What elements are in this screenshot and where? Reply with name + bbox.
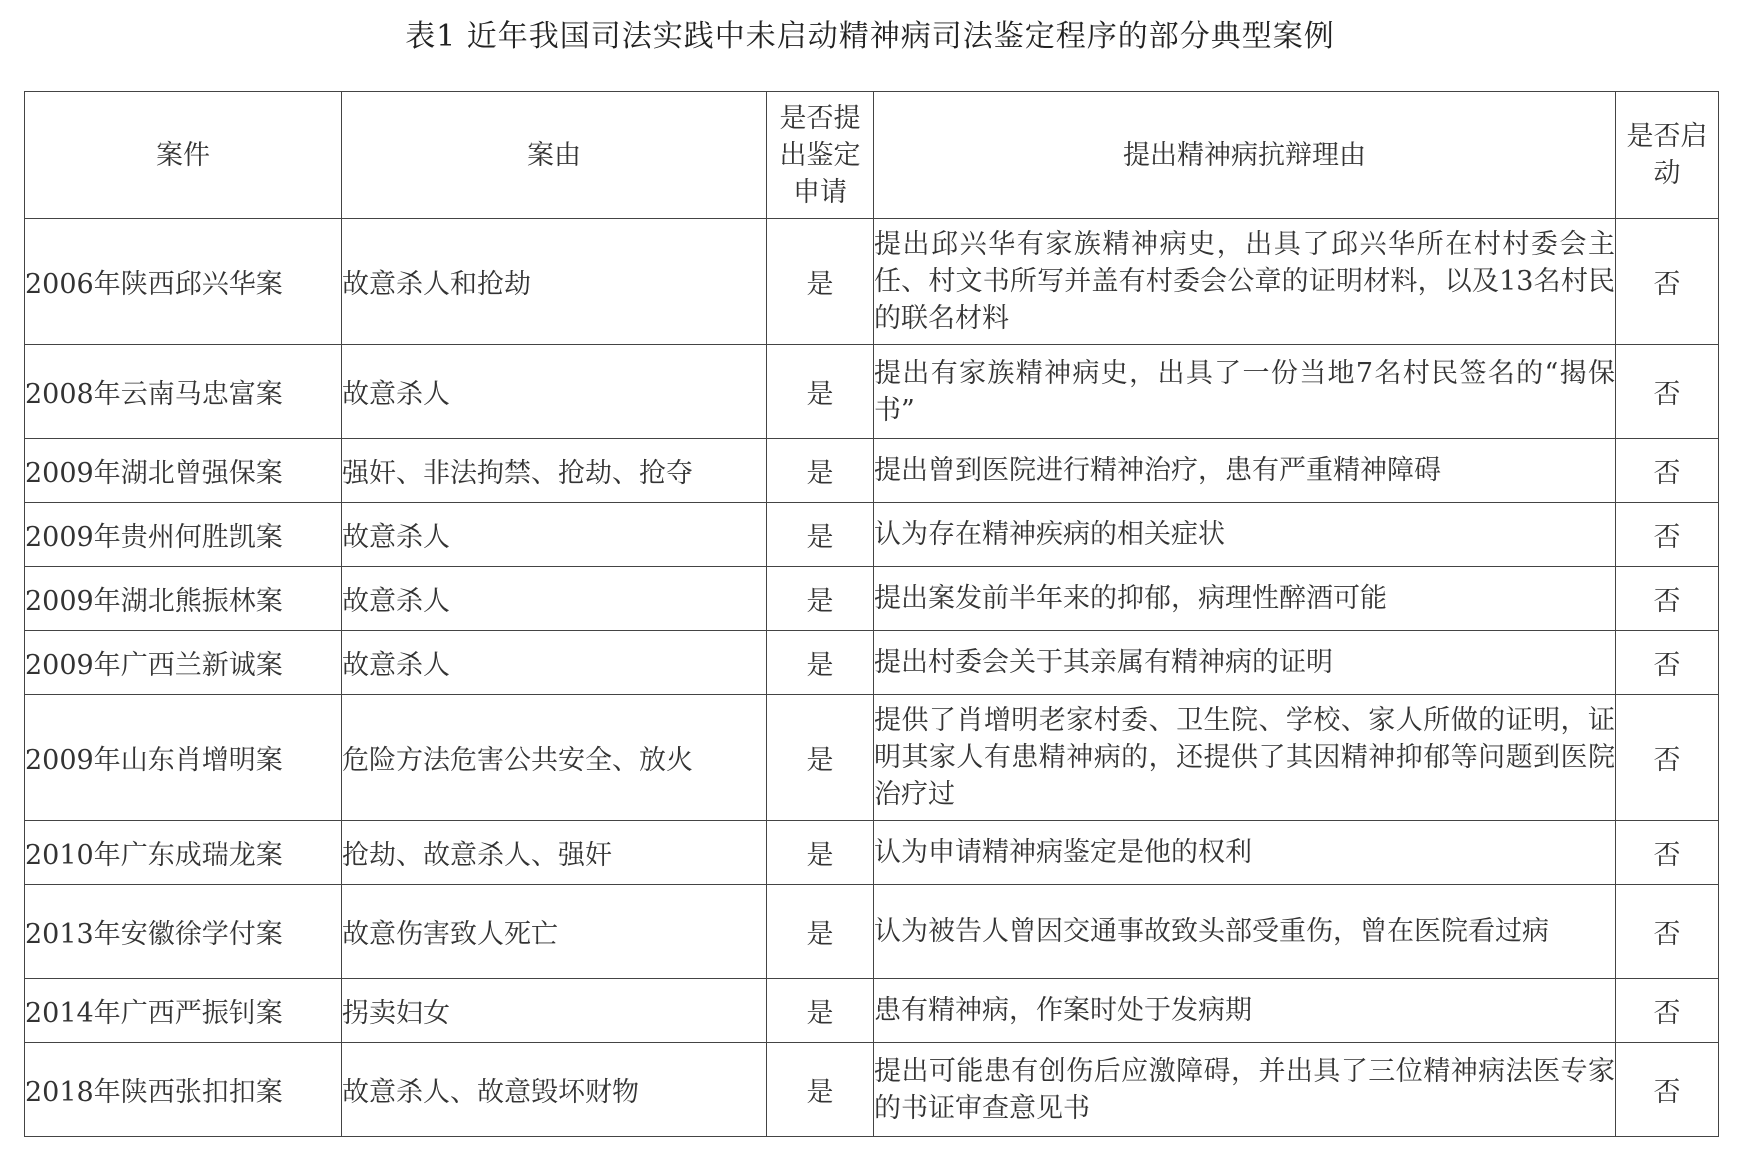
cell-started: 否 [1616,219,1719,345]
cell-reason: 提出有家族精神病史，出具了一份当地7名村民签名的“揭保书” [874,345,1616,439]
table-row [25,1043,1719,1137]
header-case: 案件 [25,92,342,219]
cell-started: 否 [1616,503,1719,567]
cell-case: 2013年安徽徐学付案 [25,885,342,979]
cell-reason: 提出曾到医院进行精神治疗，患有严重精神障碍 [874,439,1616,503]
cell-reason: 患有精神病，作案时处于发病期 [874,979,1616,1043]
header-started: 是否启动 [1616,92,1719,219]
cell-case: 2018年陕西张扣扣案 [25,1043,342,1137]
cell-charge: 故意杀人 [342,345,767,439]
cell-charge: 故意杀人、故意毁坏财物 [342,1043,767,1137]
table-row [25,979,1719,1043]
cell-case: 2014年广西严振钊案 [25,979,342,1043]
cell-case: 2009年广西兰新诚案 [25,631,342,695]
table-row [25,567,1719,631]
cell-reason: 提出可能患有创伤后应激障碍，并出具了三位精神病法医专家的书证审查意见书 [874,1043,1616,1137]
table-row [25,503,1719,567]
cell-charge: 强奸、非法拘禁、抢劫、抢夺 [342,439,767,503]
cell-started: 否 [1616,631,1719,695]
cell-applied: 是 [767,439,874,503]
cell-charge: 故意杀人 [342,631,767,695]
cell-case: 2009年贵州何胜凯案 [25,503,342,567]
cell-charge: 危险方法危害公共安全、放火 [342,695,767,821]
cell-case: 2006年陕西邱兴华案 [25,219,342,345]
cell-started: 否 [1616,979,1719,1043]
cell-applied: 是 [767,631,874,695]
cell-started: 否 [1616,567,1719,631]
cell-applied: 是 [767,567,874,631]
cell-case: 2009年湖北熊振林案 [25,567,342,631]
cell-case: 2009年湖北曾强保案 [25,439,342,503]
cell-applied: 是 [767,219,874,345]
table-row [25,885,1719,979]
cell-charge: 故意杀人 [342,567,767,631]
cell-applied: 是 [767,821,874,885]
cell-started: 否 [1616,1043,1719,1137]
cell-reason: 提出邱兴华有家族精神病史，出具了邱兴华所在村村委会主任、村文书所写并盖有村委会公章的证明材料，以及13名村民的联名材料 [874,219,1616,345]
cell-charge: 故意伤害致人死亡 [342,885,767,979]
cell-applied: 是 [767,695,874,821]
header-reason: 提出精神病抗辩理由 [874,92,1616,219]
table-row [25,219,1719,345]
cell-reason: 提供了肖增明老家村委、卫生院、学校、家人所做的证明，证明其家人有患精神病的，还提供了其因精神抑郁等问题到医院治疗过 [874,695,1616,821]
table-row [25,695,1719,821]
table-row [25,821,1719,885]
table-row [25,439,1719,503]
cell-applied: 是 [767,979,874,1043]
cell-started: 否 [1616,345,1719,439]
cases-table [24,91,1719,1137]
cell-started: 否 [1616,439,1719,503]
cell-started: 否 [1616,695,1719,821]
table-header-row [25,92,1719,219]
cell-applied: 是 [767,503,874,567]
header-applied: 是否提出鉴定申请 [767,92,874,219]
cell-applied: 是 [767,885,874,979]
cell-charge: 抢劫、故意杀人、强奸 [342,821,767,885]
cell-case: 2010年广东成瑞龙案 [25,821,342,885]
cell-reason: 认为申请精神病鉴定是他的权利 [874,821,1616,885]
cell-case: 2009年山东肖增明案 [25,695,342,821]
cell-charge: 故意杀人和抢劫 [342,219,767,345]
table-row [25,345,1719,439]
cell-case: 2008年云南马忠富案 [25,345,342,439]
cell-charge: 拐卖妇女 [342,979,767,1043]
cell-applied: 是 [767,1043,874,1137]
cell-started: 否 [1616,821,1719,885]
cell-started: 否 [1616,885,1719,979]
cell-reason: 认为存在精神疾病的相关症状 [874,503,1616,567]
table-title: 表1 近年我国司法实践中未启动精神病司法鉴定程序的部分典型案例 [405,19,1335,54]
table-row [25,631,1719,695]
cell-reason: 提出村委会关于其亲属有精神病的证明 [874,631,1616,695]
cell-charge: 故意杀人 [342,503,767,567]
cell-reason: 认为被告人曾因交通事故致头部受重伤，曾在医院看过病 [874,885,1616,979]
cell-applied: 是 [767,345,874,439]
cell-reason: 提出案发前半年来的抑郁，病理性醉酒可能 [874,567,1616,631]
header-charge: 案由 [342,92,767,219]
